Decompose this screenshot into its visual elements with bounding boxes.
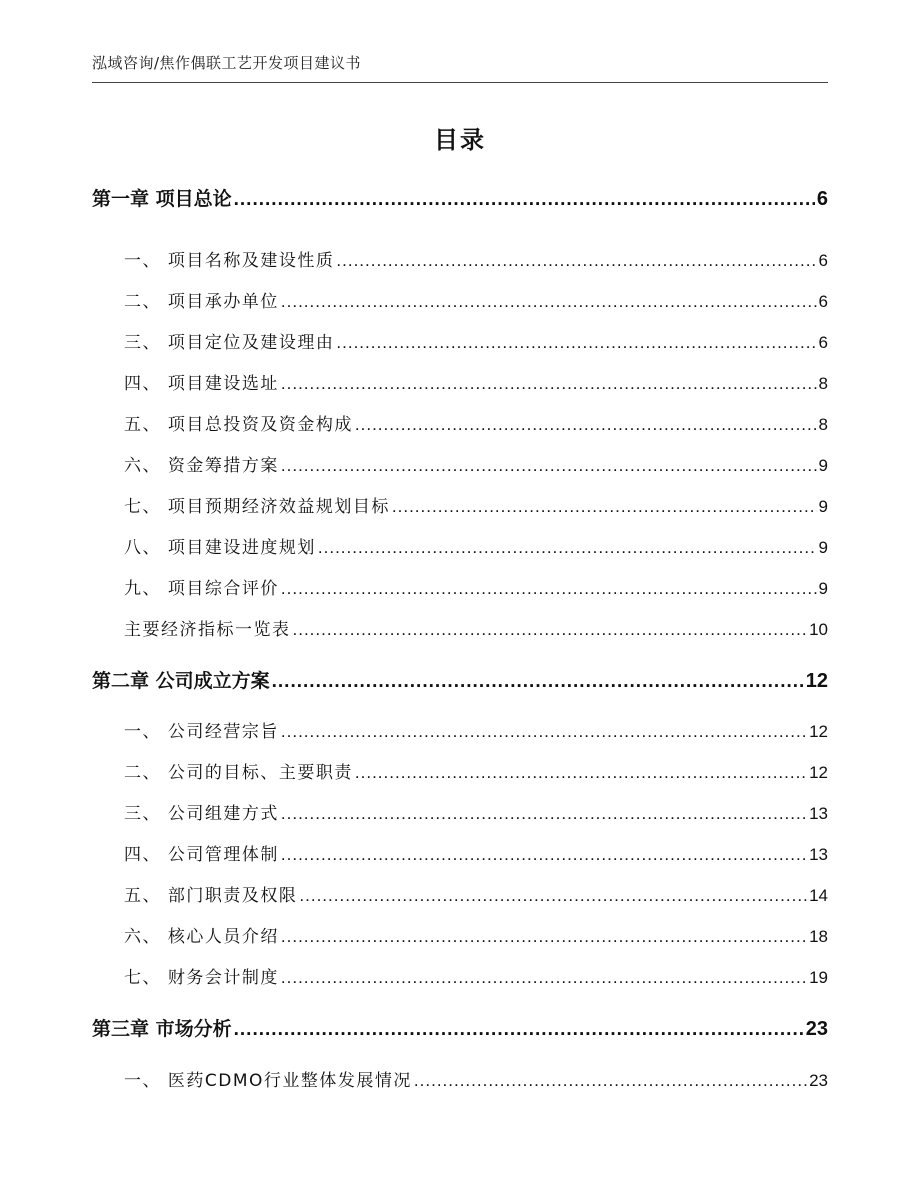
toc-entry-label: 第一章 项目总论 (92, 188, 232, 210)
toc-page-number: 12 (809, 763, 828, 782)
toc-section-entry[interactable] (92, 758, 828, 783)
toc-entry-label: 第三章 市场分析 (92, 1018, 232, 1040)
toc-page-number: 9 (818, 538, 828, 557)
toc-dot-leader (281, 804, 807, 824)
toc-entry-label: 七、 项目预期经济效益规划目标 (124, 497, 390, 517)
toc-entry-label: 七、 财务会计制度 (124, 968, 279, 988)
toc-page-number: 10 (809, 620, 828, 639)
toc-page-number: 6 (818, 333, 828, 352)
toc-section-entry[interactable] (92, 615, 828, 640)
toc-entry-label: 主要经济指标一览表 (124, 620, 291, 640)
toc-page-number: 8 (818, 374, 828, 393)
toc-section-entry[interactable] (92, 246, 828, 271)
toc-section-entry[interactable] (92, 410, 828, 435)
toc-chapter-entry[interactable] (92, 184, 828, 211)
toc-entry-label: 二、 公司的目标、主要职责 (124, 763, 353, 783)
toc-dot-leader (281, 845, 807, 865)
toc-page-number: 13 (809, 804, 828, 823)
toc-dot-leader (281, 927, 807, 947)
toc-title: 目录 (434, 126, 486, 154)
toc-dot-leader (234, 1019, 804, 1041)
toc-dot-leader (272, 671, 804, 693)
toc-page-number: 18 (809, 927, 828, 946)
toc-section-entry[interactable] (92, 492, 828, 517)
toc-dot-leader (234, 189, 815, 211)
toc-section-entry[interactable] (92, 574, 828, 599)
toc-section-entry[interactable] (92, 799, 828, 824)
toc-page-number: 9 (818, 579, 828, 598)
toc-entry-label: 五、 部门职责及权限 (124, 886, 298, 906)
toc-dot-leader (281, 374, 817, 394)
toc-entry-label: 四、 公司管理体制 (124, 845, 279, 865)
toc-section-entry[interactable] (92, 922, 828, 947)
toc-dot-leader (293, 620, 808, 640)
toc-section-entry[interactable] (92, 881, 828, 906)
toc-section-entry[interactable] (92, 717, 828, 742)
toc-section-entry[interactable] (92, 533, 828, 558)
toc-page-number: 23 (805, 1018, 828, 1040)
toc-section-entry[interactable] (92, 287, 828, 312)
toc-page-number: 13 (809, 845, 828, 864)
toc-entry-label: 六、 资金筹措方案 (124, 456, 279, 476)
toc-section-entry[interactable] (92, 1066, 828, 1091)
running-header: 泓域咨询/焦作偶联工艺开发项目建议书 (92, 54, 362, 72)
toc-entry-label: 一、 公司经营宗旨 (124, 722, 279, 742)
toc-dot-leader (318, 538, 817, 558)
toc-page-number: 6 (818, 251, 828, 270)
toc-dot-leader (281, 722, 807, 742)
toc-dot-leader (336, 251, 816, 271)
toc-page-number: 6 (816, 188, 828, 210)
toc-section-entry[interactable] (92, 369, 828, 394)
toc-section-entry[interactable] (92, 451, 828, 476)
toc-entry-label: 一、 医药CDMO行业整体发展情况 (124, 1071, 412, 1091)
toc-page-number: 9 (818, 456, 828, 475)
toc-page-number: 19 (809, 968, 828, 987)
toc-entry-label: 九、 项目综合评价 (124, 579, 279, 599)
toc-chapter-entry[interactable] (92, 666, 828, 693)
toc-entry-label: 一、 项目名称及建设性质 (124, 251, 335, 271)
toc-entry-label: 二、 项目承办单位 (124, 292, 279, 312)
toc-dot-leader (281, 292, 817, 312)
toc-page-number: 23 (809, 1071, 828, 1090)
toc-dot-leader (336, 333, 816, 353)
toc-dot-leader (281, 579, 817, 599)
toc-dot-leader (281, 456, 817, 476)
toc-section-entry[interactable] (92, 840, 828, 865)
toc-page-number: 9 (818, 497, 828, 516)
toc-page-number: 14 (809, 886, 828, 905)
toc-entry-label: 八、 项目建设进度规划 (124, 538, 316, 558)
toc-entry-label: 六、 核心人员介绍 (124, 927, 279, 947)
toc-dot-leader (414, 1071, 807, 1091)
toc-chapter-entry[interactable] (92, 1014, 828, 1041)
toc-dot-leader (281, 968, 807, 988)
toc-page-number: 12 (809, 722, 828, 741)
toc-page-number: 6 (818, 292, 828, 311)
toc-entry-label: 三、 公司组建方式 (124, 804, 279, 824)
toc-entry-label: 三、 项目定位及建设理由 (124, 333, 335, 353)
toc-dot-leader (392, 497, 817, 517)
toc-page-number: 8 (818, 415, 828, 434)
toc-dot-leader (299, 886, 807, 906)
toc-entry-label: 四、 项目建设选址 (124, 374, 279, 394)
toc-entry-label: 五、 项目总投资及资金构成 (124, 415, 353, 435)
toc-section-entry[interactable] (92, 963, 828, 988)
toc-section-entry[interactable] (92, 328, 828, 353)
toc-page-number: 12 (805, 670, 828, 692)
toc-dot-leader (355, 763, 807, 783)
toc-entry-label: 第二章 公司成立方案 (92, 670, 270, 692)
toc-dot-leader (355, 415, 817, 435)
